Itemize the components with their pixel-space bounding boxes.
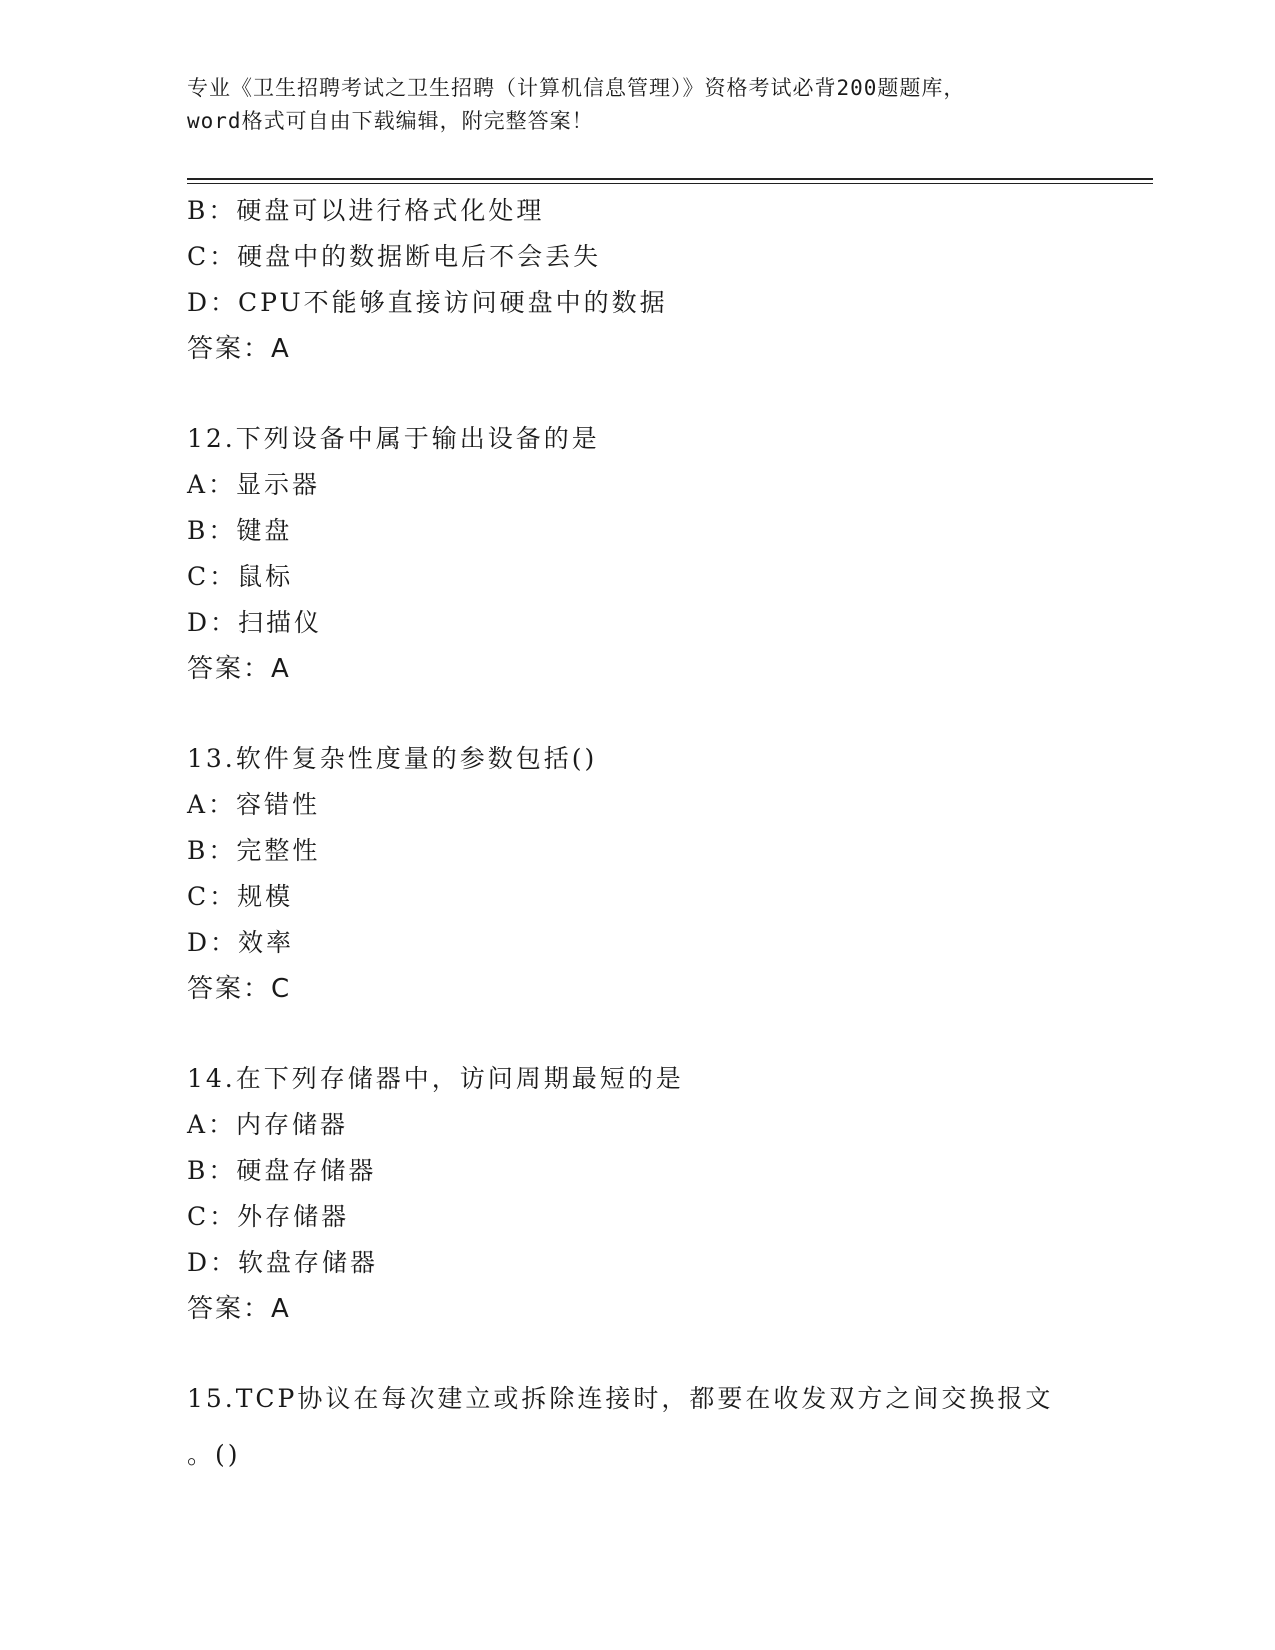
option-a: A：内存储器 (187, 1110, 349, 1139)
option-d: D：软盘存储器 (187, 1248, 379, 1277)
question-block-15 (187, 1376, 1153, 1478)
option-c: C：鼠标 (187, 562, 294, 591)
question-block-11 (187, 188, 1153, 372)
option-d: D：扫描仪 (187, 608, 323, 637)
answer-line: 答案：A (187, 1294, 291, 1324)
option-b: B：完整性 (187, 836, 321, 865)
option-b: B：硬盘可以进行格式化处理 (187, 196, 545, 225)
option-c: C：硬盘中的数据断电后不会丢失 (187, 242, 602, 271)
question-list (187, 188, 1153, 1478)
question-block-14 (187, 1056, 1153, 1332)
question-stem: 13.软件复杂性度量的参数包括() (187, 744, 598, 773)
option-c: C：外存储器 (187, 1202, 350, 1231)
header-title-line-1: 专业《卫生招聘考试之卫生招聘（计算机信息管理）》资格考试必背200题题库， (187, 76, 966, 100)
question-block-13 (187, 736, 1153, 1012)
option-b: B：硬盘存储器 (187, 1156, 377, 1185)
header-divider-thin (187, 183, 1153, 184)
question-block-12 (187, 416, 1153, 692)
option-c: C：规模 (187, 882, 294, 911)
header-divider-thick (187, 178, 1153, 180)
document-header (187, 72, 1087, 138)
question-stem: 15.TCP协议在每次建立或拆除连接时，都要在收发双方之间交换报文 (187, 1384, 1054, 1413)
answer-line: 答案：A (187, 654, 291, 684)
question-stem-continuation: 。() (187, 1440, 241, 1469)
header-title-line-2: word格式可自由下载编辑，附完整答案！ (187, 109, 594, 133)
option-d: D：效率 (187, 928, 295, 957)
option-a: A：显示器 (187, 470, 321, 499)
question-stem: 14.在下列存储器中，访问周期最短的是 (187, 1064, 684, 1093)
question-stem: 12.下列设备中属于输出设备的是 (187, 424, 600, 453)
option-d: D：CPU不能够直接访问硬盘中的数据 (187, 288, 668, 317)
answer-line: 答案：C (187, 974, 292, 1004)
answer-line: 答案：A (187, 334, 291, 364)
option-b: B：键盘 (187, 516, 293, 545)
option-a: A：容错性 (187, 790, 321, 819)
